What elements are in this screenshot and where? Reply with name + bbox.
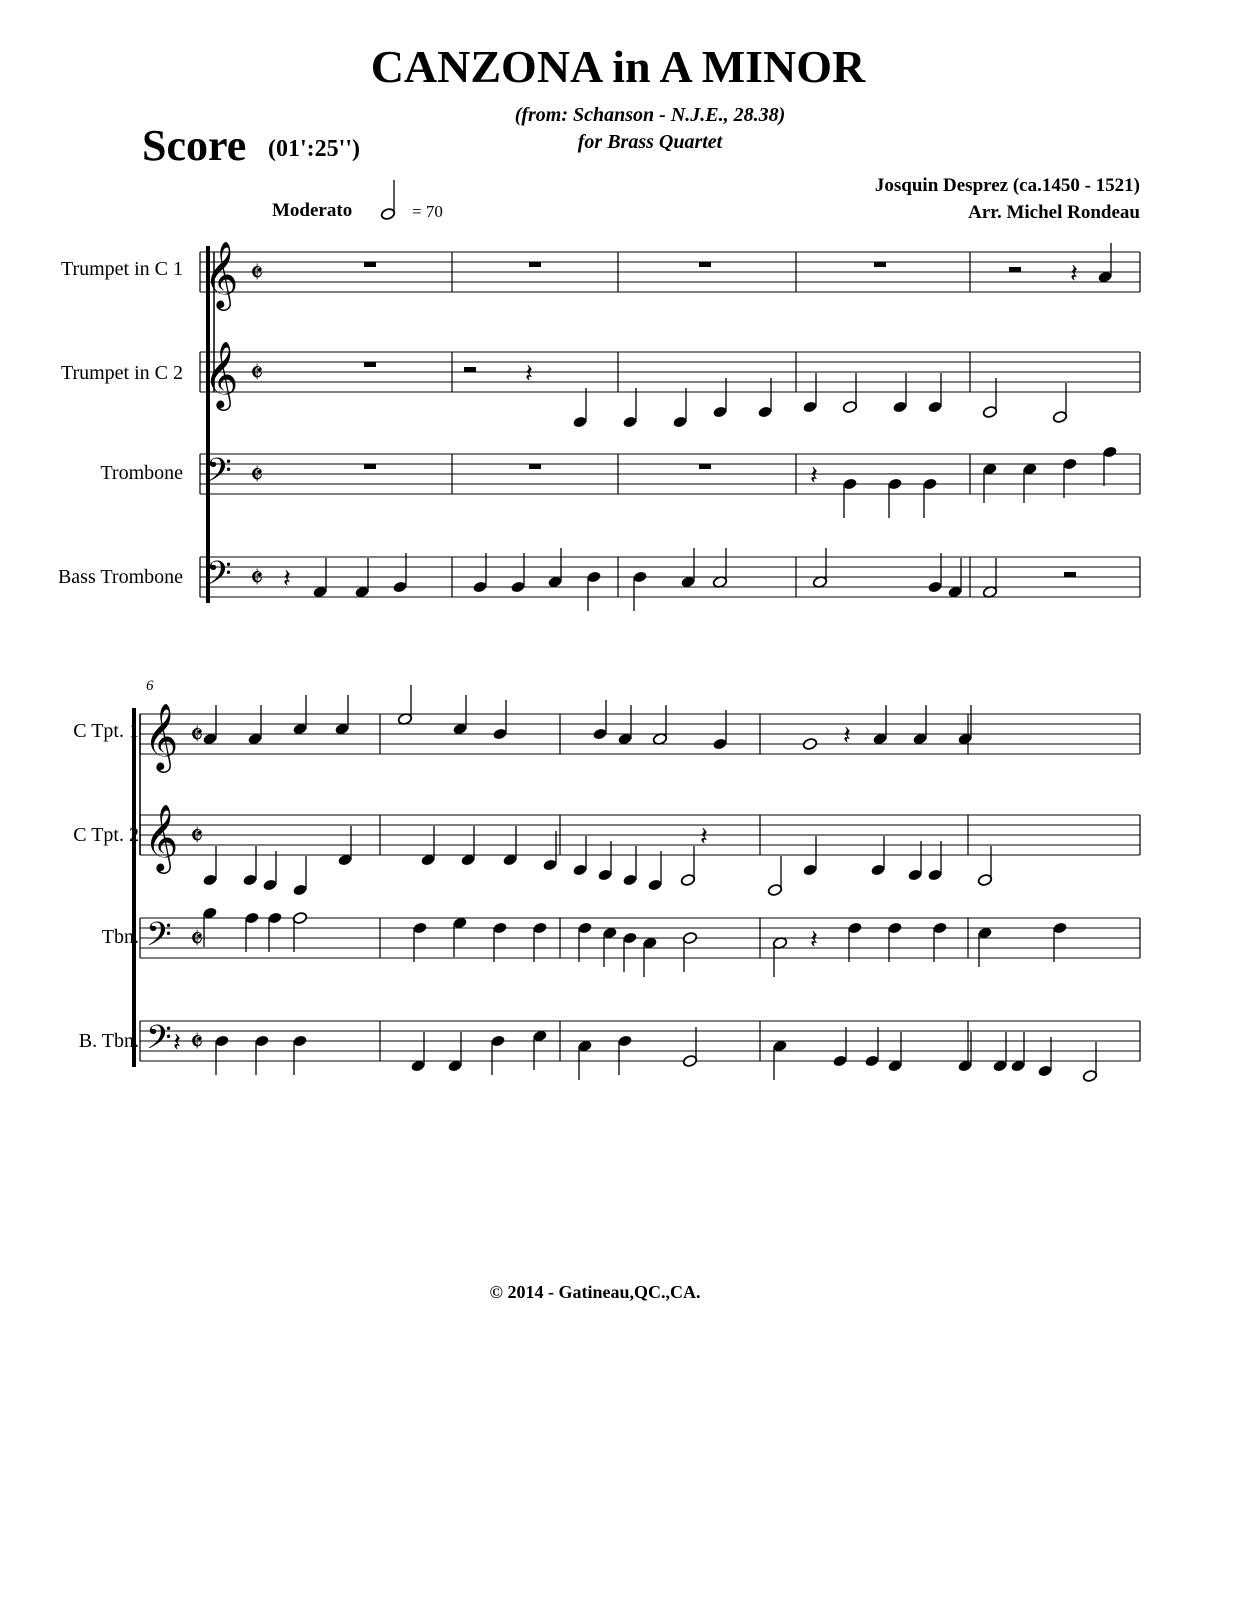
cut-time-icon: 𝄵: [190, 922, 204, 957]
instrument-label-trumpet-2: Trumpet in C 2: [60, 362, 183, 384]
cut-time-icon: 𝄵: [190, 819, 204, 854]
bass-clef-icon: 𝄢: [206, 555, 232, 601]
bass-clef-icon: 𝄢: [146, 916, 172, 962]
instrument-label-bass-trombone-short: B. Tbn.: [78, 1030, 139, 1052]
source-note: (from: Schanson - N.J.E., 28.38): [514, 104, 786, 126]
treble-clef-icon: 𝄞: [204, 340, 239, 408]
instrument-label-trumpet-1: Trumpet in C 1: [60, 258, 183, 280]
whole-rest: [874, 262, 886, 267]
whole-rest: [364, 262, 376, 267]
whole-rest: [364, 464, 376, 469]
instrument-label-trombone-short: Tbn.: [101, 926, 139, 948]
score-label: Score: [142, 121, 247, 170]
quarter-rest: 𝄽: [525, 359, 533, 389]
treble-clef-icon: 𝄞: [144, 702, 179, 770]
arranger: Arr. Michel Rondeau: [968, 202, 1140, 223]
whole-rest: [364, 362, 376, 367]
whole-rest: [529, 262, 541, 267]
ensemble-note: for Brass Quartet: [577, 131, 723, 153]
staff-lines: [134, 246, 1140, 1067]
instrument-label-trumpet-2-short: C Tpt. 2: [73, 824, 139, 846]
cut-time-icon: 𝄵: [250, 561, 264, 596]
tempo-value: = 70: [412, 202, 443, 221]
cut-time-icon: 𝄵: [250, 256, 264, 291]
score-title: CANZONA in A MINOR: [370, 41, 866, 92]
instrument-label-trombone: Trombone: [100, 462, 183, 484]
cut-time-icon: 𝄵: [250, 356, 264, 391]
quarter-rest: 𝄽: [843, 721, 851, 751]
whole-rest: [529, 464, 541, 469]
measure-number: 6: [146, 678, 154, 694]
cut-time-icon: 𝄵: [190, 1025, 204, 1060]
instrument-label-bass-trombone: Bass Trombone: [57, 566, 183, 588]
half-rest: [1064, 572, 1076, 577]
quarter-rest: 𝄽: [810, 461, 818, 491]
half-rest: [1009, 267, 1021, 272]
quarter-rest: 𝄽: [1070, 259, 1078, 289]
bass-clef-icon: 𝄢: [146, 1019, 172, 1065]
treble-clef-icon: 𝄞: [144, 803, 179, 871]
quarter-rest: 𝄽: [283, 564, 291, 594]
tempo-marking: Moderato: [272, 200, 353, 221]
cut-time-icon: 𝄵: [250, 458, 264, 493]
cut-time-icon: 𝄵: [190, 718, 204, 753]
quarter-rest: 𝄽: [173, 1028, 181, 1058]
bass-clef-icon: 𝄢: [206, 452, 232, 498]
whole-rest: [699, 464, 711, 469]
whole-rest: [699, 262, 711, 267]
half-rest: [464, 367, 476, 372]
duration: (01':25''): [268, 136, 360, 162]
treble-clef-icon: 𝄞: [204, 240, 239, 308]
copyright-footer: © 2014 - Gatineau,QC.,CA.: [489, 1282, 701, 1302]
quarter-rest: 𝄽: [810, 925, 818, 955]
instrument-label-trumpet-1-short: C Tpt. 1: [73, 720, 139, 742]
notation-glyphs: [144, 180, 1118, 1083]
quarter-rest: 𝄽: [700, 822, 708, 852]
composer: Josquin Desprez (ca.1450 - 1521): [874, 175, 1140, 196]
notehead: [802, 737, 817, 750]
